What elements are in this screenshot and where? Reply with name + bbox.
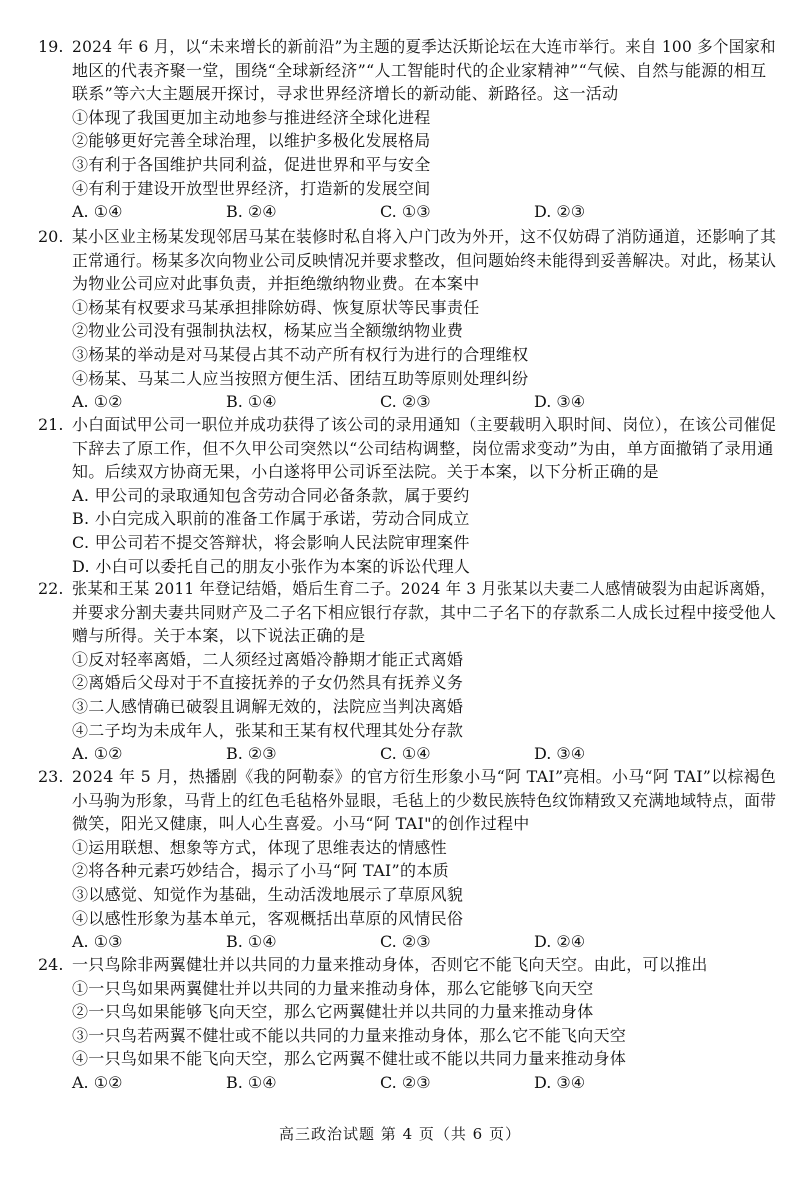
answer-option: A. ①② xyxy=(72,744,123,764)
answer-option: A. ①④ xyxy=(72,202,123,222)
answer-option: C. ②③ xyxy=(380,392,431,412)
question-line: ②离婚后父母对于不直接抚养的子女仍然具有抚养义务 xyxy=(72,673,464,693)
question-line: A. 甲公司的录取通知包含劳动合同必备条款，属于要约 xyxy=(72,485,470,505)
question-line: ②一只鸟如果能够飞向天空，那么它两翼健壮并以共同的力量来推动身体 xyxy=(72,1002,594,1022)
question-stem: 小白面试甲公司一职位并成功获得了该公司的录用通知（主要载明入职时间、岗位），在该公司催促 xyxy=(72,415,777,434)
question-line: 联系”等六大主题展开探讨，寻求世界经济增长的新动能、新路径。这一活动 xyxy=(72,84,619,104)
answer-options xyxy=(72,743,772,765)
question-line: ①运用联想、想象等方式，体现了思维表达的情感性 xyxy=(72,837,447,857)
question-line: C. 甲公司若不提交答辩状，将会影响人民法院审理案件 xyxy=(72,533,470,552)
question-number: 22. xyxy=(38,579,64,598)
answer-option: B. ①④ xyxy=(226,932,277,952)
question-number: 19. xyxy=(38,37,64,56)
question-line: ④以感性形象为基本单元，客观概括出草原的风情民俗 xyxy=(72,908,464,928)
answer-option: D. ③④ xyxy=(534,1073,586,1092)
question-number: 20. xyxy=(38,227,64,246)
question-line: ②将各种元素巧妙结合，揭示了小马“阿 TAI”的本质 xyxy=(72,861,449,881)
question-line: D. 小白可以委托自己的朋友小张作为本案的诉讼代理人 xyxy=(72,556,471,576)
question-number: 21. xyxy=(38,415,64,434)
answer-option: B. ①④ xyxy=(226,1073,277,1092)
question-line: ③有利于各国维护共同利益，促进世界和平与安全 xyxy=(72,155,431,174)
question-line: ③以感觉、知觉作为基础，生动活泼地展示了草原风貌 xyxy=(72,885,464,904)
answer-option: D. ③④ xyxy=(534,744,586,764)
answer-option: B. ①④ xyxy=(226,392,277,412)
question-line: ①一只鸟如果两翼健壮并以共同的力量来推动身体，那么它能够飞向天空 xyxy=(72,978,594,998)
question-line: ④二子均为未成年人，张某和王某有权代理其处分存款 xyxy=(72,720,464,740)
question-line: ①杨某有权要求马某承担排除妨碍、恢复原状等民事责任 xyxy=(72,297,480,317)
question-line: ①体现了我国更加主动地参与推进经济全球化进程 xyxy=(72,107,431,127)
question-line: 赠与所得。关于本案，以下说法正确的是 xyxy=(72,626,366,646)
answer-option: A. ①② xyxy=(72,1073,123,1092)
question-line: 并要求分割夫妻共同财产及二子名下相应银行存款，其中二子名下的存款系二人成长过程中接受他人 xyxy=(72,602,777,622)
question-line: B. 小白完成入职前的准备工作属于承诺，劳动合同成立 xyxy=(72,509,470,529)
question-line: ③杨某的举动是对马某侵占其不动产所有权行为进行的合理维权 xyxy=(72,345,529,364)
question-line: 知。后续双方协商无果，小白遂将甲公司诉至法院。关于本案，以下分析正确的是 xyxy=(72,462,659,482)
answer-options xyxy=(72,201,772,223)
question-number: 24. xyxy=(38,955,64,974)
answer-option: D. ③④ xyxy=(534,392,586,412)
question-line: 为物业公司应对此事负责，并拒绝缴纳物业费。在本案中 xyxy=(72,274,480,294)
answer-option: C. ②③ xyxy=(380,1073,431,1092)
question-stem: 一只鸟除非两翼健壮并以共同的力量来推动身体，否则它不能飞向天空。由此，可以推出 xyxy=(72,955,708,974)
answer-option: C. ②③ xyxy=(380,932,431,952)
answer-option: A. ①③ xyxy=(72,932,123,952)
question-stem: 2024 年 6 月，以“未来增长的新前沿”为主题的夏季达沃斯论坛在大连市举行。来自 100 多个国家和 xyxy=(72,37,776,56)
answer-option: D. ②④ xyxy=(534,932,586,952)
question-line: 下辞去了原工作，但不久甲公司突然以“公司结构调整，岗位需求变动”为由，单方面撤销了录用通 xyxy=(72,438,774,458)
question-line: 地区的代表齐聚一堂，围绕“全球新经济”“人工智能时代的企业家精神”“气候、自然与能源的相互 xyxy=(72,60,767,80)
page-footer: 高三政治试题 第 4 页（共 6 页） xyxy=(279,1125,521,1143)
answer-options xyxy=(72,931,772,953)
answer-option: B. ②④ xyxy=(226,202,277,222)
question-line: ③一只鸟若两翼不健壮或不能以共同的力量来推动身体，那么它不能飞向天空 xyxy=(72,1025,627,1045)
question-stem: 某小区业主杨某发现邻居马某在装修时私自将入户门改为外开，这不仅妨碍了消防通道，还影响了其 xyxy=(72,227,777,246)
question-line: ④杨某、马某二人应当按照方便生活、团结互助等原则处理纠纷 xyxy=(72,368,529,388)
question-stem: 张某和王某 2011 年登记结婚，婚后生育二子。2024 年 3 月张某以夫妻二人感情破裂为由起诉离婚， xyxy=(72,579,776,598)
question-line: ④有利于建设开放型世界经济，打造新的发展空间 xyxy=(72,178,431,198)
answer-option: C. ①④ xyxy=(380,744,431,764)
question-stem: 2024 年 5 月，热播剧《我的阿勒泰》的官方衍生形象小马“阿 TAI”亮相。小马“阿 TAI”以棕褐色 xyxy=(72,767,777,786)
answer-options xyxy=(72,1072,772,1094)
answer-option: B. ②③ xyxy=(226,744,277,764)
answer-option: D. ②③ xyxy=(534,202,586,222)
question-line: ③二人感情确已破裂且调解无效的，法院应当判决离婚 xyxy=(72,697,464,716)
question-number: 23. xyxy=(38,767,64,786)
question-line: 微笑，阳光又健康，叫人心生喜爱。小马“阿 TAI"的创作过程中 xyxy=(72,814,530,834)
answer-option: C. ①③ xyxy=(380,202,431,222)
question-line: 正常通行。杨某多次向物业公司反映情况并要求整改，但问题始终未能得到妥善解决。对此，杨某认 xyxy=(72,250,777,270)
question-line: ②能够更好完善全球治理，以维护多极化发展格局 xyxy=(72,131,431,151)
question-line: ②物业公司没有强制执法权，杨某应当全额缴纳物业费 xyxy=(72,321,464,341)
question-line: 小马驹为形象，马背上的红色毛毡格外显眼，毛毡上的少数民族特色纹饰精致又充满地域特点，面带 xyxy=(72,790,777,810)
answer-option: A. ①② xyxy=(72,392,123,412)
question-line: ①反对轻率离婚，二人须经过离婚冷静期才能正式离婚 xyxy=(72,649,464,669)
question-line: ④一只鸟如果不能飞向天空，那么它两翼不健壮或不能以共同力量来推动身体 xyxy=(72,1049,627,1069)
answer-options xyxy=(72,391,772,413)
